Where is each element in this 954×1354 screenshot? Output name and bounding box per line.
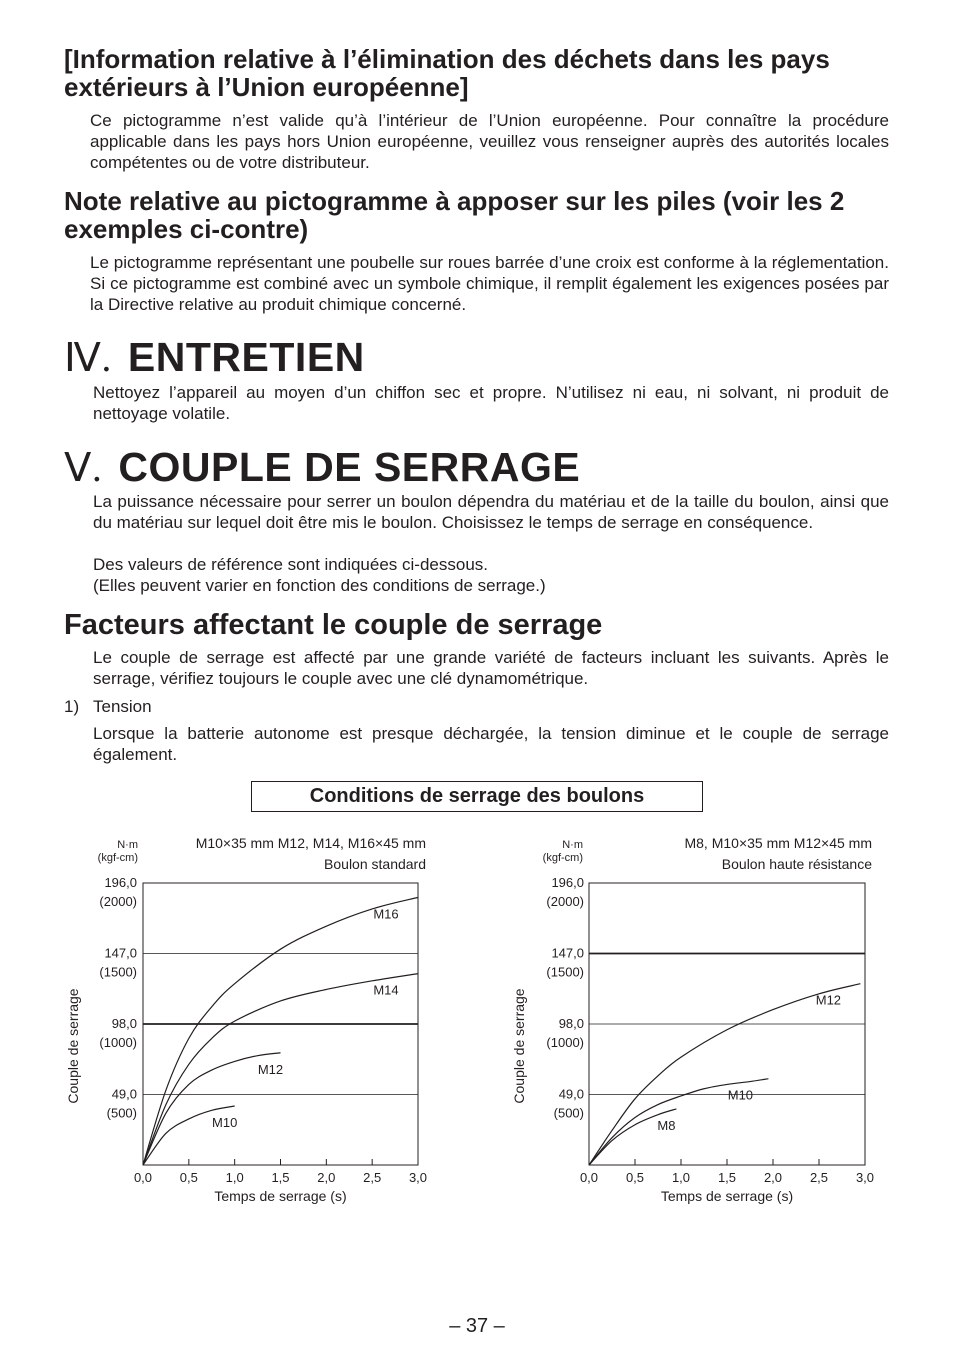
series-label-m10: M10	[212, 1115, 238, 1131]
series-label-m14: M14	[373, 982, 399, 998]
couple-title: COUPLE DE SERRAGE	[118, 444, 581, 490]
y-tick-sublabel: (2000)	[546, 894, 584, 909]
info-body: Ce pictogramme n’est valide qu’à l’intérieur de l’Union européenne. Pour connaître la procédure applicable dans les pays hors Union européenne, veuillez vous renseigner auprès des autorités locales compétentes ou de votre distributeur.	[90, 111, 889, 172]
chart-2	[511, 835, 874, 1204]
entretien-number: Ⅳ.	[64, 335, 112, 380]
tension-item-number: 1)	[64, 697, 80, 716]
x-tick-label: 1,0	[225, 1170, 244, 1185]
torque-charts	[0, 825, 954, 1215]
note-title	[64, 187, 890, 243]
facteurs-title: Facteurs affectant le couple de serrage	[64, 609, 603, 641]
x-tick-label: 1,5	[271, 1170, 290, 1185]
x-tick-label: 2,0	[763, 1170, 783, 1185]
x-tick-label: 2,0	[317, 1170, 336, 1185]
y-tick-sublabel: (1000)	[99, 1035, 137, 1050]
info-title-line-2: extérieurs à l’Union européenne]	[64, 72, 469, 102]
chart-title: M10×35 mm M12, M14, M16×45 mm	[195, 835, 426, 851]
x-tick-label: 3,0	[855, 1170, 875, 1185]
entretien-body: Nettoyez l’appareil au moyen d’un chiffon sec et propre. N’utilisez ni eau, ni solvant, ni produit de nettoyage volatile.	[93, 383, 889, 423]
x-tick-label: 0,5	[179, 1170, 198, 1185]
couple-body: La puissance nécessaire pour serrer un boulon dépendra du matériau et de la taille du boulon, ainsi que du matériau sur lequel doit être mis le boulon. Choisissez le temps de serrage en conséquence.	[93, 492, 889, 532]
note-title-line-1: Note relative au pictogramme à apposer sur les piles (voir les 2	[64, 186, 845, 216]
note-title-line-2: exemples ci-contre)	[64, 214, 309, 244]
tension-item-body: Lorsque la batterie autonome est presque déchargée, la tension diminue et le couple de serrage également.	[93, 724, 889, 764]
y-tick-sublabel: (500)	[106, 1105, 137, 1121]
conditions-box: Conditions de serrage des boulons	[251, 781, 703, 812]
x-tick-label: 0,5	[625, 1170, 645, 1185]
facteurs-body: Le couple de serrage est affecté par une grande variété de facteurs incluant les suivants. Après le serrage, vérifiez toujours le couple avec une clé dynamométrique.	[93, 648, 889, 688]
x-axis-label: Temps de serrage (s)	[660, 1188, 794, 1204]
couple-heading	[64, 444, 580, 491]
x-tick-label: 1,5	[717, 1170, 737, 1185]
x-tick-label: 0,0	[579, 1170, 599, 1185]
note-body: Le pictogramme représentant une poubelle sur roues barrée d’une croix est conforme à la réglementation. Si ce pictogramme est combiné avec un symbole chimique, il remplit également les exigences posées par la Directive relative au produit chimique concerné.	[90, 253, 889, 314]
x-tick-label: 2,5	[363, 1170, 382, 1185]
page-number: – 37 –	[449, 1315, 505, 1337]
tension-item-label: Tension	[93, 697, 152, 716]
info-title-line-1: [Information relative à l’élimination des déchets dans les pays	[64, 44, 830, 74]
x-tick-label: 1,0	[671, 1170, 691, 1185]
series-label-m12: M12	[815, 992, 842, 1008]
y-axis-label: Couple de serrage	[511, 988, 527, 1104]
y-axis-label: Couple de serrage	[65, 988, 81, 1104]
y-tick-label: 196,0	[551, 875, 584, 890]
series-label-m16: M16	[373, 906, 399, 922]
y-tick-sublabel: (2000)	[99, 894, 137, 909]
info-title	[64, 45, 890, 101]
chart-1	[65, 835, 427, 1204]
y-tick-label: 49,0	[111, 1086, 137, 1102]
couple-variation-line: (Elles peuvent varier en fonction des conditions de serrage.)	[93, 576, 546, 595]
x-tick-label: 3,0	[408, 1170, 428, 1185]
unit-label: N·m	[117, 839, 138, 851]
couple-number: Ⅴ.	[64, 445, 103, 490]
y-tick-sublabel: (1500)	[546, 964, 584, 980]
couple-reference-line: Des valeurs de référence sont indiquées ci-dessous.	[93, 555, 488, 574]
y-tick-sublabel: (500)	[553, 1105, 584, 1121]
entretien-heading	[64, 334, 365, 381]
series-label-m12: M12	[257, 1061, 284, 1077]
entretien-title: ENTRETIEN	[127, 334, 365, 380]
chart-subtitle: Boulon haute résistance	[721, 856, 872, 872]
chart-subtitle: Boulon standard	[324, 856, 426, 872]
y-tick-label: 147,0	[104, 945, 137, 961]
series-label-m10: M10	[727, 1087, 754, 1103]
y-tick-sublabel: (1500)	[99, 964, 137, 980]
y-tick-label: 49,0	[558, 1086, 584, 1102]
chart-title: M8, M10×35 mm M12×45 mm	[684, 835, 872, 851]
unit-sublabel: (kgf-cm)	[542, 852, 583, 864]
y-tick-label: 196,0	[104, 875, 137, 890]
x-tick-label: 0,0	[133, 1170, 153, 1185]
y-tick-label: 147,0	[551, 945, 584, 961]
y-tick-label: 98,0	[111, 1016, 137, 1031]
x-tick-label: 2,5	[809, 1170, 829, 1185]
series-line-m12	[589, 984, 860, 1165]
series-label-m8: M8	[657, 1117, 676, 1133]
y-tick-label: 98,0	[558, 1016, 584, 1031]
x-axis-label: Temps de serrage (s)	[214, 1188, 347, 1204]
unit-sublabel: (kgf-cm)	[97, 852, 138, 864]
unit-label: N·m	[562, 839, 583, 851]
series-line-m16	[143, 897, 418, 1165]
y-tick-sublabel: (1000)	[546, 1035, 584, 1050]
